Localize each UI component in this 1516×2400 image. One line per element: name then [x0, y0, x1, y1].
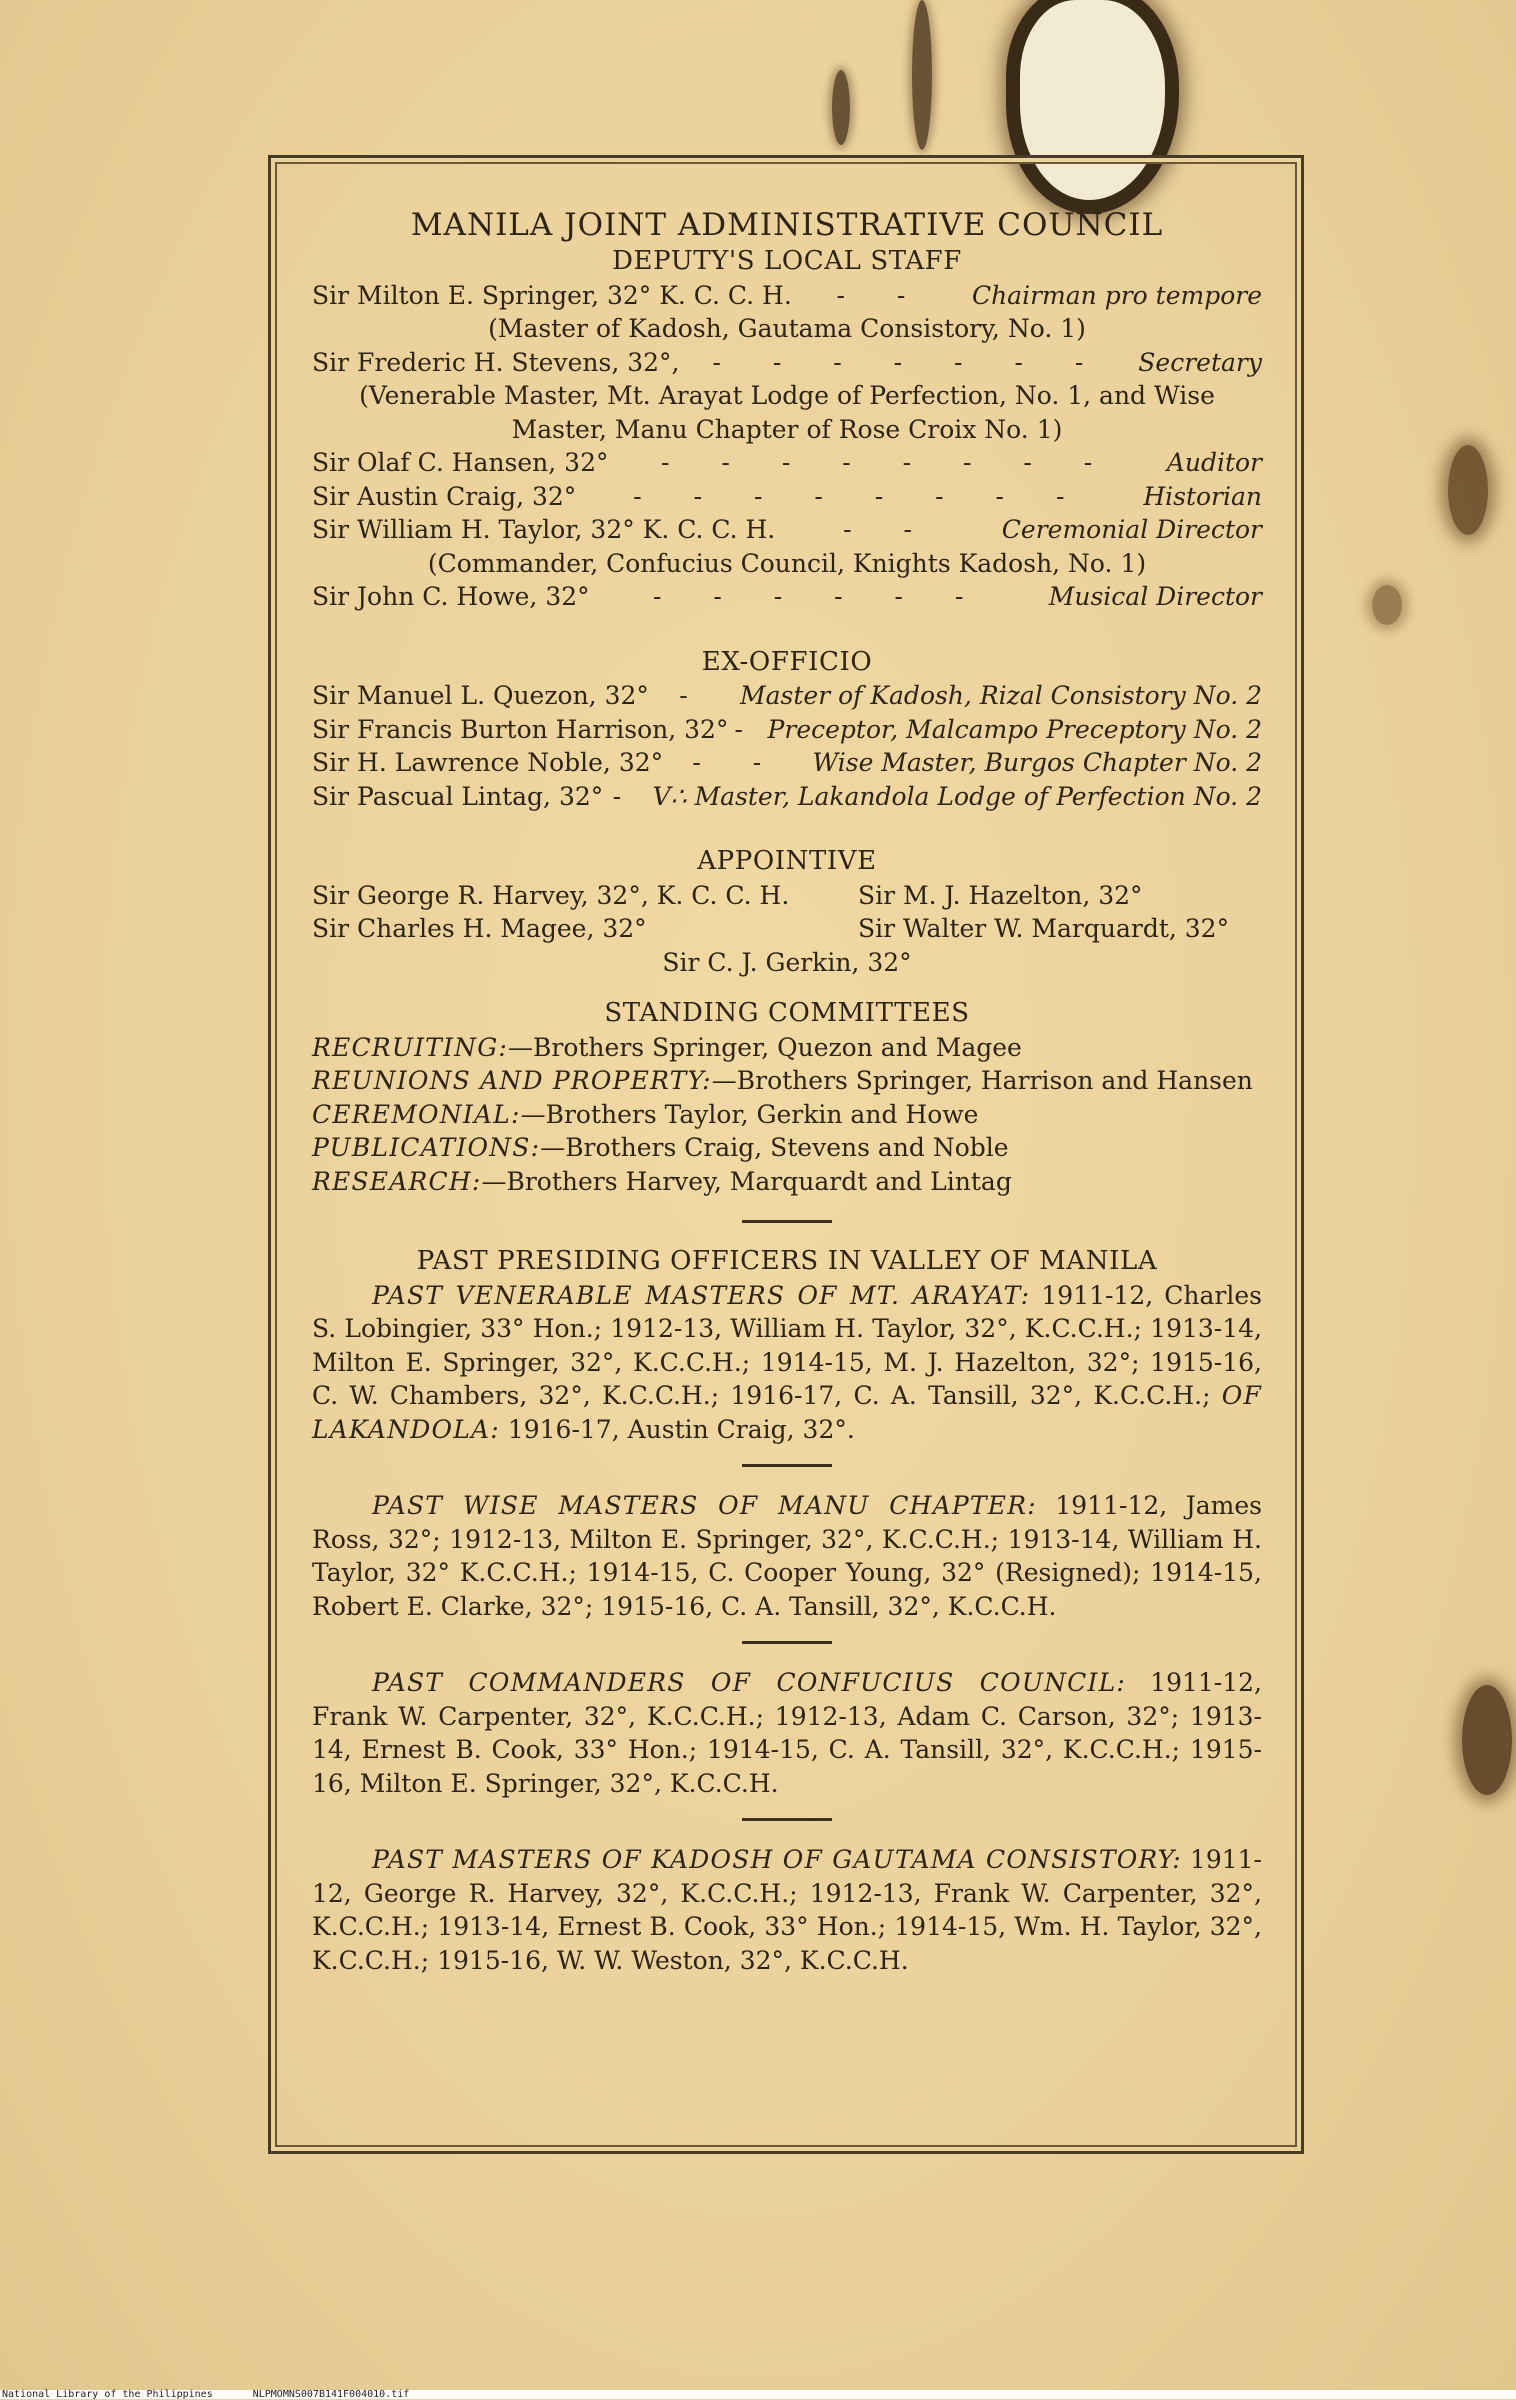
- committee-members: —Brothers Harvey, Marquardt and Lintag: [481, 1166, 1012, 1196]
- appointee-name: Sir Charles H. Magee, 32°: [312, 914, 647, 943]
- leader-dots: - -: [836, 280, 928, 310]
- ex-officio-row: [312, 746, 1262, 780]
- member-name: Sir H. Lawrence Noble, 32°: [312, 748, 664, 777]
- past-officers-paragraph: [312, 1279, 1262, 1447]
- burn-stain: [1462, 1685, 1512, 1795]
- paragraph-text: 1911-12, Charles S. Lobingier, 33° Hon.; 1912-13, William H. Taylor, 32°, K.C.C.H.; 1913-14, Milton E. Springer, 32°, K.C.C.H.; 1914-15, M. J. Hazelton, 32°; 1915-16, C. W. Chambers, 32°, K.C.C.H.; 1916-17, C. A. Tansill, 32°, K.C.C.H.;: [312, 1280, 1262, 1410]
- ex-officio-row: [312, 780, 1262, 814]
- past-officers-paragraph: [312, 1843, 1262, 1977]
- committee-label: CEREMONIAL:: [312, 1099, 521, 1129]
- appointive-row: [312, 879, 1262, 913]
- staff-row: [312, 513, 1262, 547]
- page-title: MANILA JOINT ADMINISTRATIVE COUNCIL: [410, 207, 1164, 243]
- committee-row: [312, 1165, 1262, 1199]
- burn-stain: [832, 70, 850, 145]
- burn-stain: [1372, 585, 1402, 625]
- appointee-name: Sir M. J. Hazelton, 32°: [858, 880, 1143, 910]
- paragraph-label: PAST MASTERS OF KADOSH OF GAUTAMA CONSISTORY:: [372, 1845, 1182, 1874]
- paragraph-label: OF LAKANDOLA:: [312, 1381, 1262, 1444]
- staff-name: Sir Olaf C. Hansen, 32°: [312, 448, 609, 477]
- member-title: V∴ Master, Lakandola Lodge of Perfection No. 2: [652, 781, 1262, 811]
- leader-dots: - - - - - -: [652, 582, 986, 611]
- paragraph-label: PAST COMMANDERS OF CONFUCIUS COUNCIL:: [372, 1668, 1126, 1697]
- section-divider: [742, 1220, 832, 1223]
- past-officers-paragraph: [312, 1489, 1262, 1623]
- committee-members: —Brothers Springer, Quezon and Magee: [508, 1032, 1022, 1062]
- staff-title: Chairman pro tempore: [971, 280, 1262, 310]
- paragraph-text: 1911-12, George R. Harvey, 32°, K.C.C.H.; 1912-13, Frank W. Carpenter, 32°, K.C.C.H.; 1913-14, Ernest B. Cook, 33° Hon.; 1914-15, Wm. H. Taylor, 32°, K.C.C.H.; 1915-16, W. W. Weston, 32°, K.C.C.H.: [312, 1845, 1262, 1975]
- section-title-deputy-staff: DEPUTY'S LOCAL STAFF: [612, 246, 962, 276]
- leader-dots: - - - - - - -: [712, 347, 1106, 377]
- section-title-ex-officio: EX-OFFICIO: [701, 646, 873, 677]
- staff-row: [312, 279, 1262, 313]
- member-name: Sir Pascual Lintag, 32°: [312, 781, 604, 811]
- scan-footer: [0, 2390, 1516, 2399]
- section-title-committees: STANDING COMMITTEES: [604, 998, 970, 1028]
- document-body: [312, 205, 1262, 1977]
- committee-row: [312, 1098, 1262, 1132]
- ex-officio-list: [312, 679, 1262, 813]
- committee-row: [312, 1131, 1262, 1165]
- paragraph-text: 1916-17, Austin Craig, 32°.: [499, 1414, 855, 1444]
- committee-label: PUBLICATIONS:: [312, 1133, 541, 1162]
- staff-row: [312, 580, 1262, 614]
- staff-row: [312, 480, 1262, 514]
- burn-stain: [1448, 445, 1488, 535]
- staff-note: (Master of Kadosh, Gautama Consistory, No. 1): [488, 314, 1086, 343]
- committee-members: —Brothers Taylor, Gerkin and Howe: [520, 1099, 979, 1129]
- staff-name: Sir William H. Taylor, 32° K. C. C. H.: [312, 515, 776, 544]
- section-title-past-officers: PAST PRESIDING OFFICERS IN VALLEY OF MANILA: [416, 1246, 1158, 1276]
- past-officers-paragraph: [312, 1666, 1262, 1800]
- staff-name: Sir Milton E. Springer, 32° K. C. C. H.: [312, 280, 792, 310]
- staff-title: Musical Director: [1048, 582, 1262, 611]
- leader-dots: -: [679, 681, 710, 710]
- leader-dots: - - - - - - - -: [661, 448, 1115, 477]
- staff-row: [312, 446, 1262, 480]
- ex-officio-row: [312, 679, 1262, 713]
- member-title: Wise Master, Burgos Chapter No. 2: [812, 748, 1262, 777]
- footer-source: National Library of the Philippines: [2, 2389, 213, 2400]
- committee-label: RESEARCH:: [312, 1166, 482, 1196]
- staff-name: Sir Austin Craig, 32°: [312, 481, 577, 511]
- committee-row: [312, 1064, 1262, 1098]
- paragraph-text: 1911-12, James Ross, 32°; 1912-13, Milton E. Springer, 32°, K.C.C.H.; 1913-14, William H. Taylor, 32° K.C.C.H.; 1914-15, C. Cooper Young, 32° (Resigned); 1914-15, Robert E. Clarke, 32°; 1915-16, C. A. Tansill, 32°, K.C.C.H.: [312, 1491, 1262, 1621]
- staff-note: (Commander, Confucius Council, Knights Kadosh, No. 1): [427, 548, 1147, 578]
- appointive-row: [312, 912, 1262, 946]
- staff-name: Sir Frederic H. Stevens, 32°,: [312, 347, 680, 377]
- staff-list: [312, 279, 1262, 614]
- leader-dots: -: [612, 781, 644, 811]
- member-name: Sir Francis Burton Harrison, 32°: [312, 714, 729, 744]
- member-name: Sir Manuel L. Quezon, 32°: [312, 681, 649, 710]
- staff-row: [312, 346, 1262, 380]
- leader-dots: - -: [692, 748, 784, 777]
- committee-row: [312, 1031, 1262, 1065]
- staff-title: Secretary: [1138, 347, 1262, 377]
- committee-label: REUNIONS AND PROPERTY:: [312, 1066, 712, 1095]
- leader-dots: - -: [843, 515, 934, 544]
- staff-note: (Venerable Master, Mt. Arayat Lodge of Perfection, No. 1, and Wise Master, Manu Chapter of Rose Croix No. 1): [359, 381, 1215, 444]
- section-divider: [742, 1464, 832, 1467]
- committee-label: RECRUITING:: [312, 1032, 508, 1062]
- paragraph-label: PAST WISE MASTERS OF MANU CHAPTER:: [372, 1491, 1037, 1520]
- footer-filename: NLPMOMNS007B141F004010.tif: [252, 2389, 410, 2400]
- leader-dots: -: [734, 714, 765, 744]
- committee-list: [312, 1031, 1262, 1199]
- member-title: Master of Kadosh, Rizal Consistory No. 2: [740, 681, 1262, 710]
- staff-title: Historian: [1143, 481, 1262, 511]
- section-divider: [742, 1818, 832, 1821]
- committee-members: —Brothers Craig, Stevens and Noble: [540, 1133, 1009, 1162]
- paragraph-label: PAST VENERABLE MASTERS OF MT. ARAYAT:: [372, 1280, 1031, 1310]
- leader-dots: - - - - - - - -: [633, 481, 1087, 511]
- burn-stain: [912, 0, 932, 150]
- staff-name: Sir John C. Howe, 32°: [312, 582, 590, 611]
- staff-title: Ceremonial Director: [1001, 515, 1262, 544]
- paragraph-text: 1911-12, Frank W. Carpenter, 32°, K.C.C.H.; 1912-13, Adam C. Carson, 32°; 1913-14, Ernest B. Cook, 33° Hon.; 1914-15, C. A. Tansill, 32°, K.C.C.H.; 1915-16, Milton E. Springer, 32°, K.C.C.H.: [312, 1668, 1262, 1798]
- member-title: Preceptor, Malcampo Preceptory No. 2: [767, 714, 1262, 744]
- appointee-name: Sir C. J. Gerkin, 32°: [662, 947, 912, 977]
- section-divider: [742, 1641, 832, 1644]
- ex-officio-row: [312, 713, 1262, 747]
- committee-members: —Brothers Springer, Harrison and Hansen: [711, 1066, 1253, 1095]
- appointee-name: Sir Walter W. Marquardt, 32°: [858, 914, 1230, 943]
- appointee-name: Sir George R. Harvey, 32°, K. C. C. H.: [312, 880, 790, 910]
- staff-title: Auditor: [1166, 448, 1262, 477]
- section-title-appointive: APPOINTIVE: [697, 846, 877, 876]
